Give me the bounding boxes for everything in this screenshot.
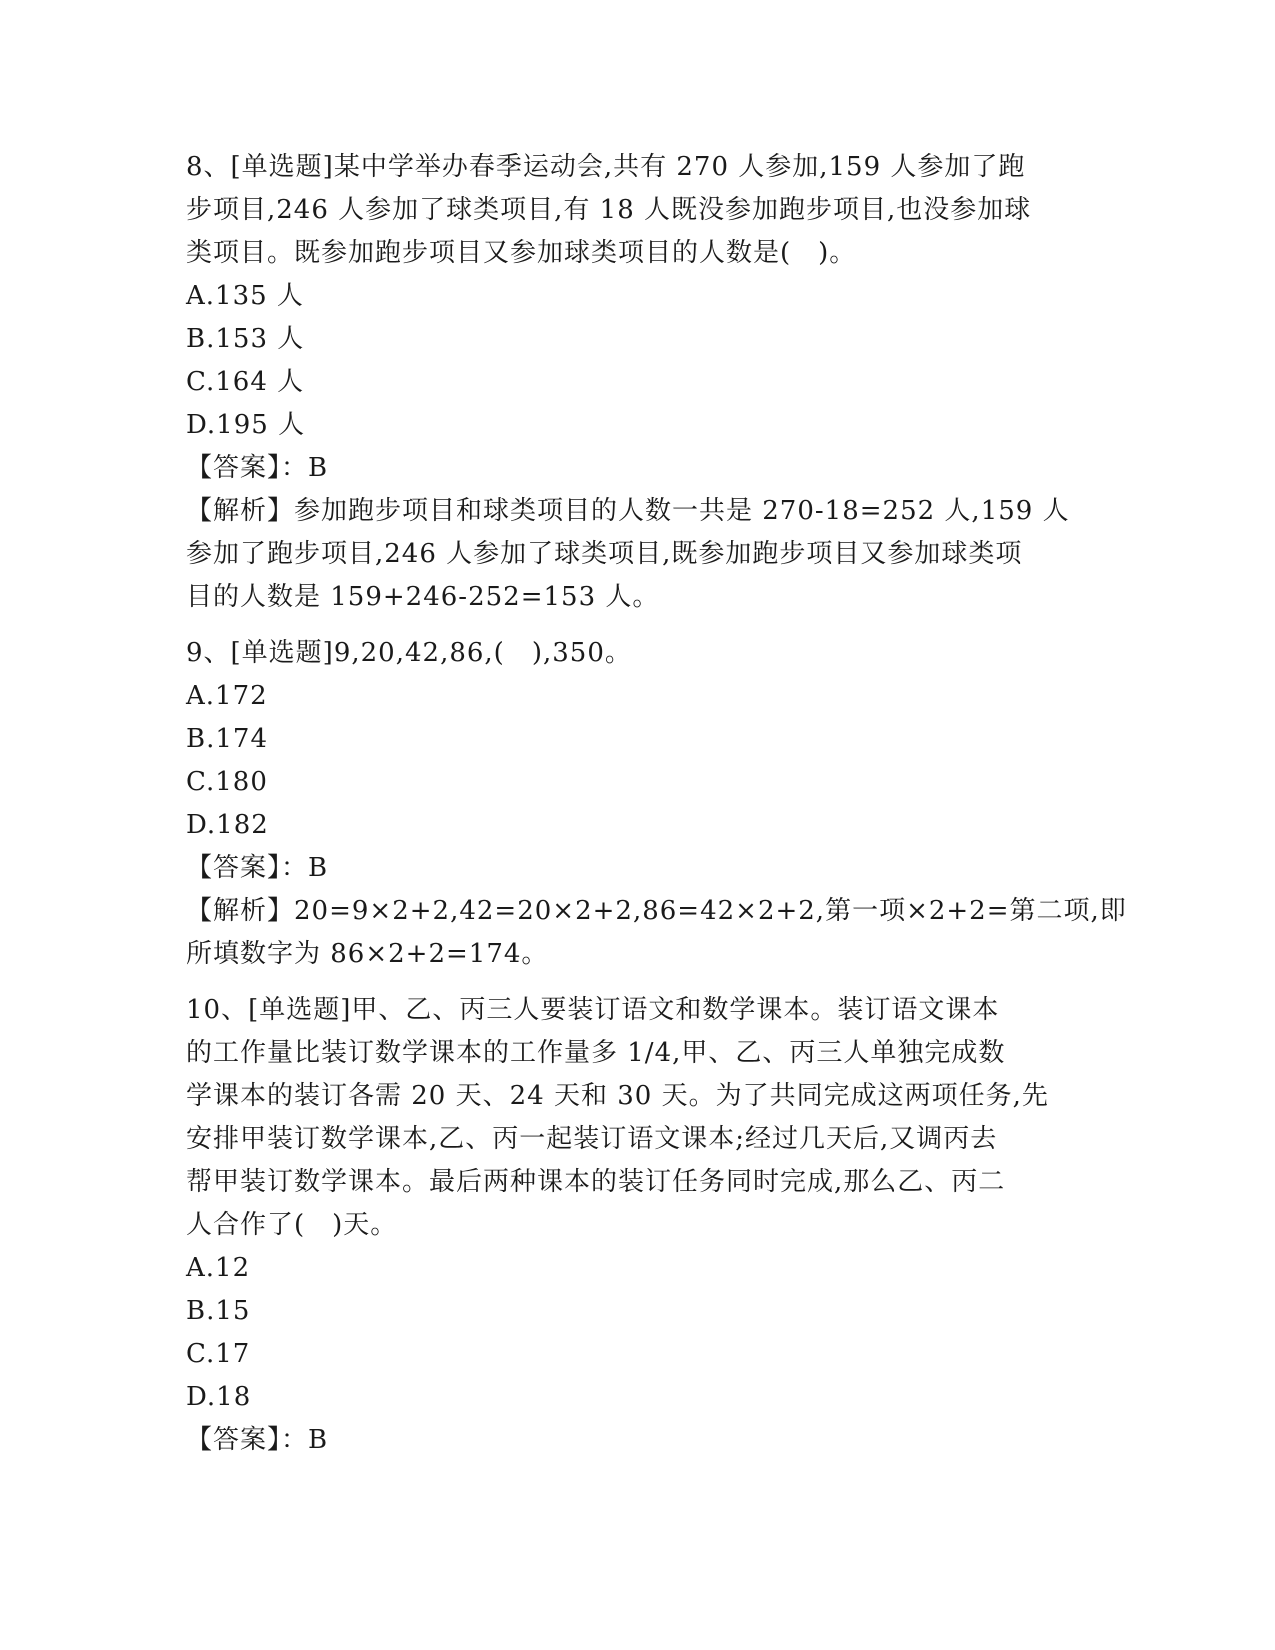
option-c: C.17: [186, 1339, 251, 1369]
answer-line: 【答案】：B: [186, 1425, 329, 1455]
option-a: A.172: [186, 681, 268, 711]
question-10: [186, 989, 1086, 1462]
question-stem-line: 的工作量比装订数学课本的工作量多 1/4,甲、乙、丙三人单独完成数: [186, 1038, 1006, 1068]
question-stem-line: 10、[单选题]甲、乙、丙三人要装订语文和数学课本。装订语文课本: [186, 995, 1000, 1025]
option-d: D.182: [186, 810, 269, 840]
question-stem-line: 安排甲装订数学课本,乙、丙一起装订语文课本;经过几天后,又调丙去: [186, 1124, 998, 1154]
analysis-line: 【解析】20=9×2+2,42=20×2+2,86=42×2+2,第一项×2+2=第二项,即: [186, 896, 1127, 926]
question-stem-line: 步项目,246 人参加了球类项目,有 18 人既没参加跑步项目,也没参加球: [186, 195, 1032, 225]
analysis-line: 所填数字为 86×2+2=174。: [186, 939, 549, 969]
question-stem-line: 9、[单选题]9,20,42,86,( ),350。: [186, 638, 632, 668]
analysis-line: 目的人数是 159+246-252=153 人。: [186, 582, 660, 612]
option-a: A.12: [186, 1253, 251, 1283]
question-8: [186, 146, 1086, 619]
option-c: C.164 人: [186, 367, 305, 397]
option-b: B.174: [186, 724, 268, 754]
answer-line: 【答案】：B: [186, 453, 329, 483]
question-9: [186, 632, 1127, 976]
option-d: D.195 人: [186, 410, 306, 440]
document-page: [186, 146, 1127, 1462]
answer-line: 【答案】：B: [186, 853, 329, 883]
option-b: B.153 人: [186, 324, 305, 354]
option-b: B.15: [186, 1296, 251, 1326]
option-c: C.180: [186, 767, 268, 797]
analysis-line: 参加了跑步项目,246 人参加了球类项目,既参加跑步项目又参加球类项: [186, 539, 1023, 569]
question-stem-line: 学课本的装订各需 20 天、24 天和 30 天。为了共同完成这两项任务,先: [186, 1081, 1049, 1111]
analysis-line: 【解析】参加跑步项目和球类项目的人数一共是 270-18=252 人,159 人: [186, 496, 1070, 526]
option-d: D.18: [186, 1382, 252, 1412]
question-stem-line: 8、[单选题]某中学举办春季运动会,共有 270 人参加,159 人参加了跑: [186, 152, 1026, 182]
option-a: A.135 人: [186, 281, 304, 311]
question-stem-line: 类项目。既参加跑步项目又参加球类项目的人数是( )。: [186, 238, 857, 268]
question-stem-line: 人合作了( )天。: [186, 1210, 398, 1240]
question-stem-line: 帮甲装订数学课本。最后两种课本的装订任务同时完成,那么乙、丙二: [186, 1167, 1006, 1197]
